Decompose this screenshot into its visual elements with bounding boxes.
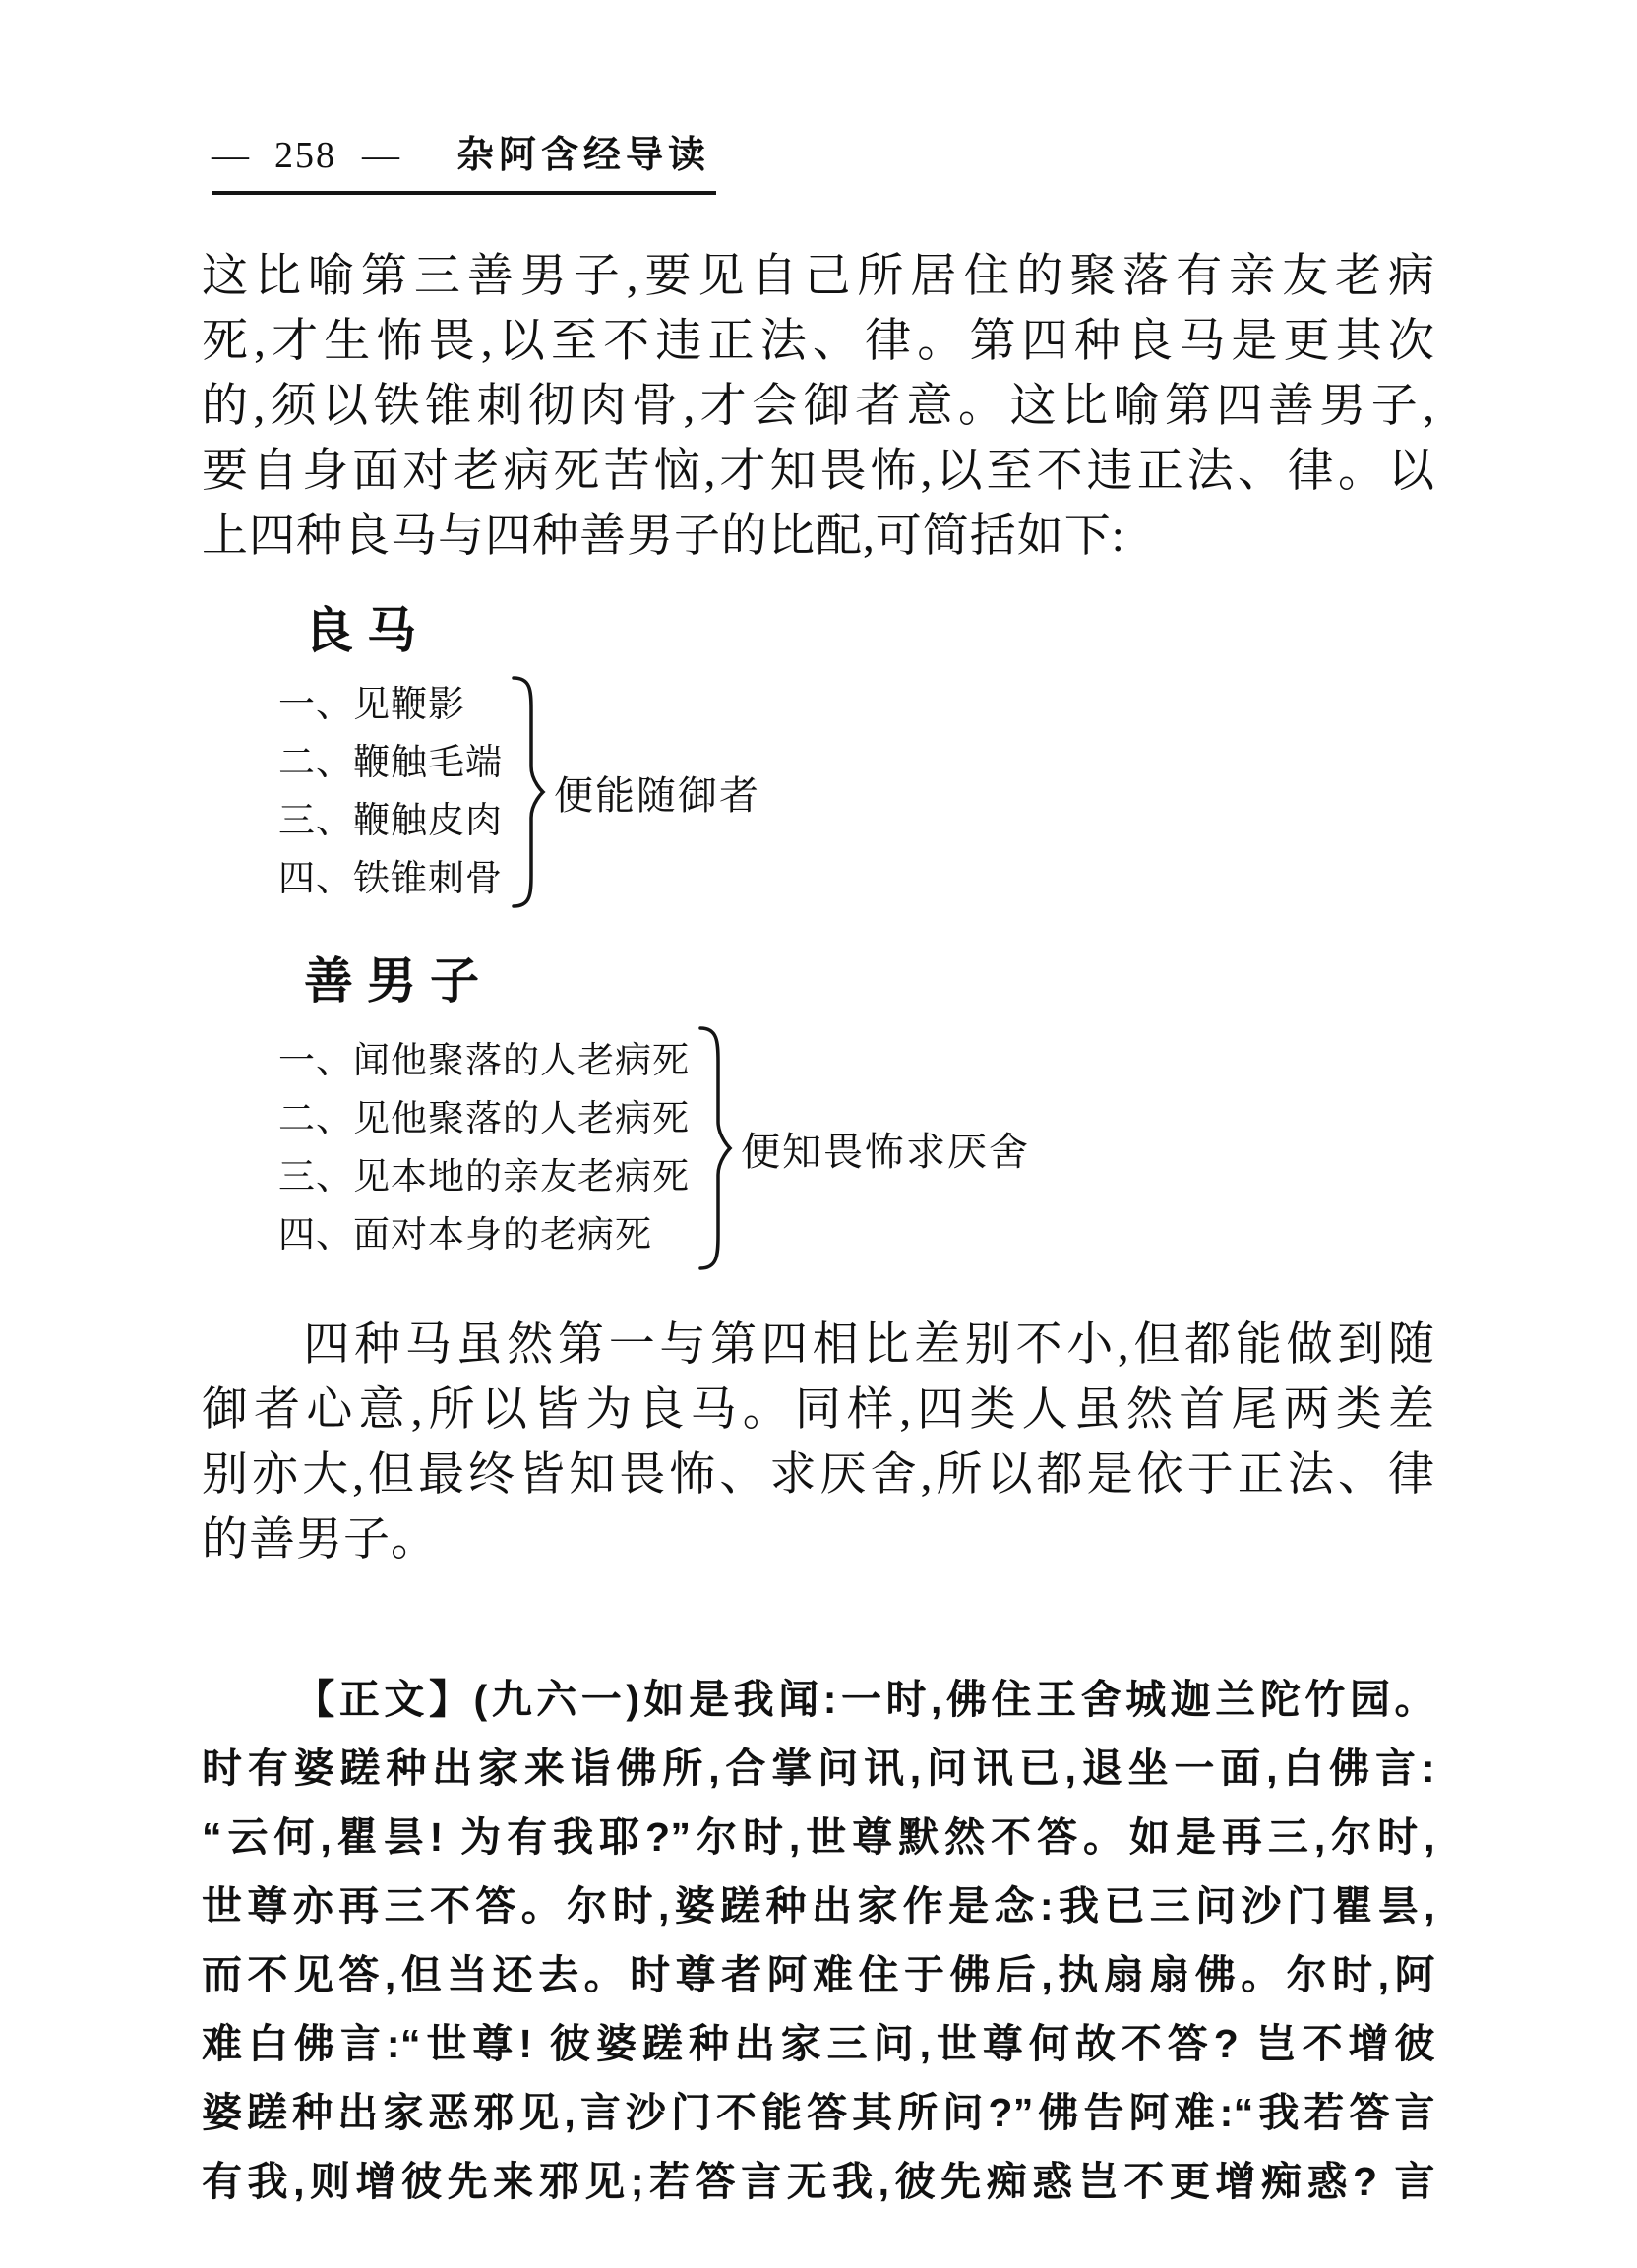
text-line: 的,须以铁锥刺彻肉骨,才会御者意。这比喻第四善男子, bbox=[202, 381, 1435, 432]
good-man-list bbox=[278, 1032, 690, 1264]
list-item: 四、铁锥刺骨 bbox=[278, 859, 503, 899]
page-content bbox=[202, 0, 1435, 2216]
text-line: 御者心意,所以皆为良马。同样,四类人虽然首尾两类差 bbox=[202, 1384, 1435, 1436]
text-line: 上四种良马与四种善男子的比配,可简括如下: bbox=[202, 511, 1125, 562]
intro-paragraph bbox=[202, 244, 1435, 569]
brace-icon bbox=[511, 675, 546, 909]
brace-label: 便能随御者 bbox=[554, 772, 760, 818]
list-item: 三、见本地的亲友老病死 bbox=[278, 1157, 690, 1197]
page-number: 258 bbox=[274, 135, 336, 176]
list-item: 四、面对本身的老病死 bbox=[278, 1215, 652, 1256]
header-dash-left: — bbox=[212, 135, 249, 176]
list-item: 二、鞭触毛端 bbox=[278, 743, 503, 783]
scripture-line: 时有婆蹉种出家来诣佛所,合掌问讯,问讯已,退坐一面,白佛言: bbox=[202, 1746, 1435, 1791]
summary-paragraph bbox=[202, 1313, 1435, 1572]
text-line: 的善男子。 bbox=[202, 1514, 438, 1565]
scripture-line: 有我,则增彼先来邪见;若答言无我,彼先痴惑岂不更增痴惑? 言 bbox=[202, 2159, 1435, 2204]
horse-diagram bbox=[278, 675, 1435, 909]
brace-icon bbox=[697, 1025, 733, 1271]
scripture-line: 【正文】(九六一)如是我闻:一时,佛住王舍城迦兰陀竹园。 bbox=[294, 1677, 1435, 1722]
scripture-line: 世尊亦再三不答。尔时,婆蹉种出家作是念:我已三问沙门瞿昙, bbox=[202, 1883, 1435, 1929]
horse-heading: 良马 bbox=[304, 603, 430, 658]
header-title: 杂阿含经导读 bbox=[456, 135, 711, 176]
running-head bbox=[212, 134, 716, 195]
scripture-line: 而不见答,但当还去。时尊者阿难住于佛后,执扇扇佛。尔时,阿 bbox=[202, 1952, 1435, 1997]
header-dash-right: — bbox=[362, 135, 399, 176]
text-line: 这比喻第三善男子,要见自己所居住的聚落有亲友老病 bbox=[202, 251, 1435, 302]
scripture-line: 难白佛言:“世尊! 彼婆蹉种出家三问,世尊何故不答? 岂不增彼 bbox=[202, 2021, 1435, 2066]
scripture-line: 婆蹉种出家恶邪见,言沙门不能答其所问?”佛告阿难:“我若答言 bbox=[202, 2090, 1435, 2135]
list-item: 一、闻他聚落的人老病死 bbox=[278, 1041, 690, 1081]
list-item: 二、见他聚落的人老病死 bbox=[278, 1099, 690, 1139]
list-item: 一、见鞭影 bbox=[278, 685, 465, 725]
list-item: 三、鞭触皮肉 bbox=[278, 801, 503, 841]
text-line: 四种马虽然第一与第四相比差别不小,但都能做到随 bbox=[303, 1319, 1435, 1371]
brace-label: 便知畏怖求厌舍 bbox=[741, 1129, 1030, 1174]
text-line: 要自身面对老病死苦恼,才知畏怖,以至不违正法、律。以 bbox=[202, 446, 1435, 497]
text-line: 死,才生怖畏,以至不违正法、律。第四种良马是更其次 bbox=[202, 316, 1435, 367]
good-man-heading: 善男子 bbox=[304, 953, 493, 1009]
scripture-line: “云何,瞿昙! 为有我耶?”尔时,世尊默然不答。如是再三,尔时, bbox=[202, 1814, 1435, 1860]
horse-list bbox=[278, 676, 503, 908]
good-man-diagram bbox=[278, 1025, 1435, 1271]
text-line: 别亦大,但最终皆知畏怖、求厌舍,所以都是依于正法、律 bbox=[202, 1449, 1435, 1501]
scripture-paragraph bbox=[202, 1665, 1435, 2216]
